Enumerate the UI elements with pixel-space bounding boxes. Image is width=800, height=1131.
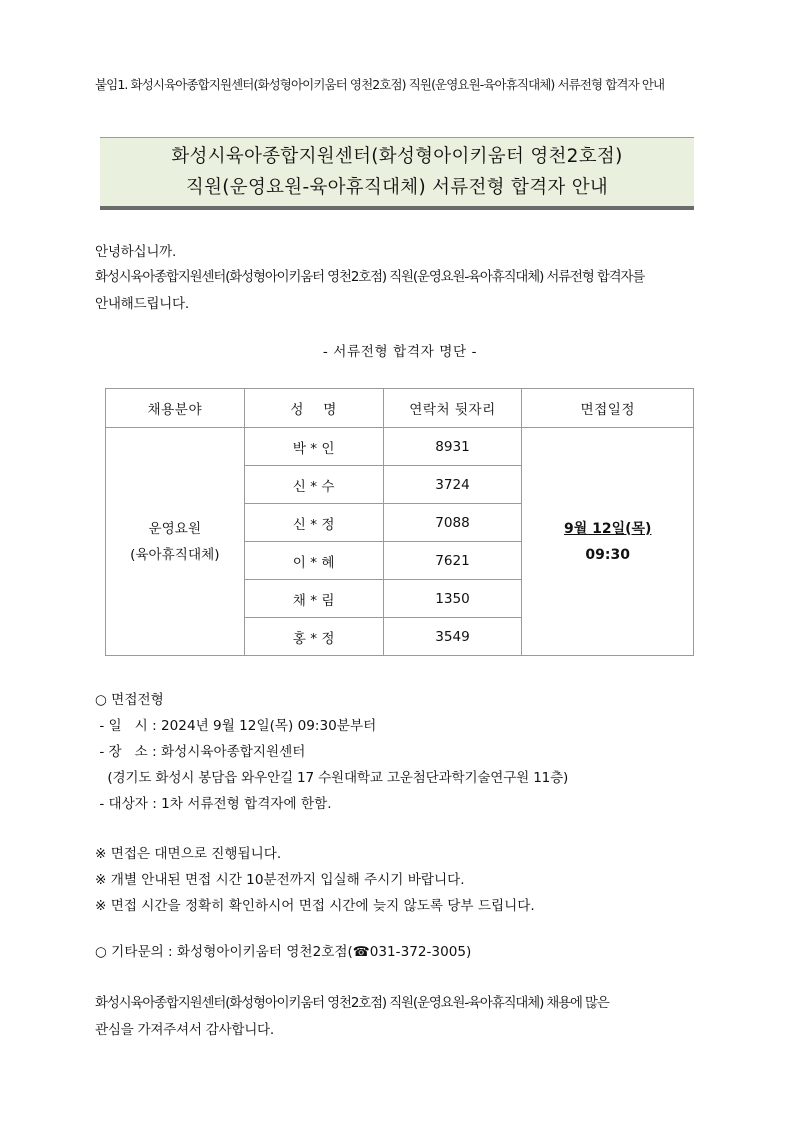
attachment-label: 붙임1. 화성시육아종합지원센터(화성형아이키움터 영천2호점) 직원(운영요원-육아휴직대체) 서류전형 합격자 안내 bbox=[95, 77, 665, 92]
phone-cell: 7088 bbox=[383, 504, 522, 542]
phone-cell: 7621 bbox=[383, 542, 522, 580]
phone-cell: 1350 bbox=[383, 580, 522, 618]
header-phone: 연락처 뒷자리 bbox=[383, 389, 522, 428]
contact-line: ○ 기타문의 : 화성형아이키움터 영천2호점(☎031-372-3005) bbox=[95, 944, 472, 960]
name-cell: 신 * 수 bbox=[244, 466, 383, 504]
name-cell: 채 * 림 bbox=[244, 580, 383, 618]
field-cell bbox=[106, 428, 245, 656]
phone-cell: 3724 bbox=[383, 466, 522, 504]
name-cell: 홍 * 정 bbox=[244, 618, 383, 656]
interview-place-line: - 장 소 : 화성시육아종합지원센터 bbox=[95, 744, 306, 760]
interview-address-line: (경기도 화성시 봉담읍 와우안길 17 수원대학교 고운첨단과학기술연구원 11층) bbox=[95, 770, 569, 786]
header-name: 성 명 bbox=[244, 389, 383, 428]
title-box bbox=[100, 137, 694, 210]
intro-line-2: 안내해드립니다. bbox=[95, 296, 189, 312]
table-row bbox=[106, 428, 694, 466]
date-cell bbox=[522, 428, 694, 656]
interview-time-line: - 일 시 : 2024년 9월 12일(목) 09:30분부터 bbox=[95, 718, 377, 734]
note-line: ※ 면접은 대면으로 진행됩니다. bbox=[95, 846, 282, 862]
interview-heading: ○ 면접전형 bbox=[95, 692, 164, 708]
field-line-1: 운영요원 bbox=[148, 520, 202, 537]
interview-time: 09:30 bbox=[585, 546, 630, 563]
interview-target-line: - 대상자 : 1차 서류전형 합격자에 한함. bbox=[95, 796, 332, 812]
note-line: ※ 면접 시간을 정확히 확인하시어 면접 시간에 늦지 않도록 당부 드립니다. bbox=[95, 898, 535, 914]
name-cell: 박 * 인 bbox=[244, 428, 383, 466]
closing-line-2: 관심을 가져주셔서 감사합니다. bbox=[95, 1022, 274, 1038]
closing-line-1: 화성시육아종합지원센터(화성형아이키움터 영천2호점) 직원(운영요원-육아휴직대체) 채용에 많은 bbox=[95, 996, 609, 1011]
name-cell: 신 * 정 bbox=[244, 504, 383, 542]
field-line-2: (육아휴직대체) bbox=[130, 546, 220, 563]
interview-date: 9월 12일(목) bbox=[563, 520, 652, 537]
header-field: 채용분야 bbox=[106, 389, 245, 428]
intro-line-1: 화성시육아종합지원센터(화성형아이키움터 영천2호점) 직원(운영요원-육아휴직대체) 서류전형 합격자를 bbox=[95, 270, 645, 285]
title-line-2: 직원(운영요원-육아휴직대체) 서류전형 합격자 안내 bbox=[185, 177, 609, 198]
roster-table bbox=[105, 388, 694, 656]
phone-cell: 3549 bbox=[383, 618, 522, 656]
name-cell: 이 * 혜 bbox=[244, 542, 383, 580]
list-title: - 서류전형 합격자 명단 - bbox=[322, 344, 478, 360]
header-date: 면접일정 bbox=[522, 389, 694, 428]
greeting: 안녕하십니까. bbox=[95, 244, 177, 260]
note-line: ※ 개별 안내된 면접 시간 10분전까지 입실해 주시기 바랍니다. bbox=[95, 872, 465, 888]
title-line-1: 화성시육아종합지원센터(화성형아이키움터 영천2호점) bbox=[171, 146, 623, 167]
table-header-row bbox=[106, 389, 694, 428]
phone-cell: 8931 bbox=[383, 428, 522, 466]
